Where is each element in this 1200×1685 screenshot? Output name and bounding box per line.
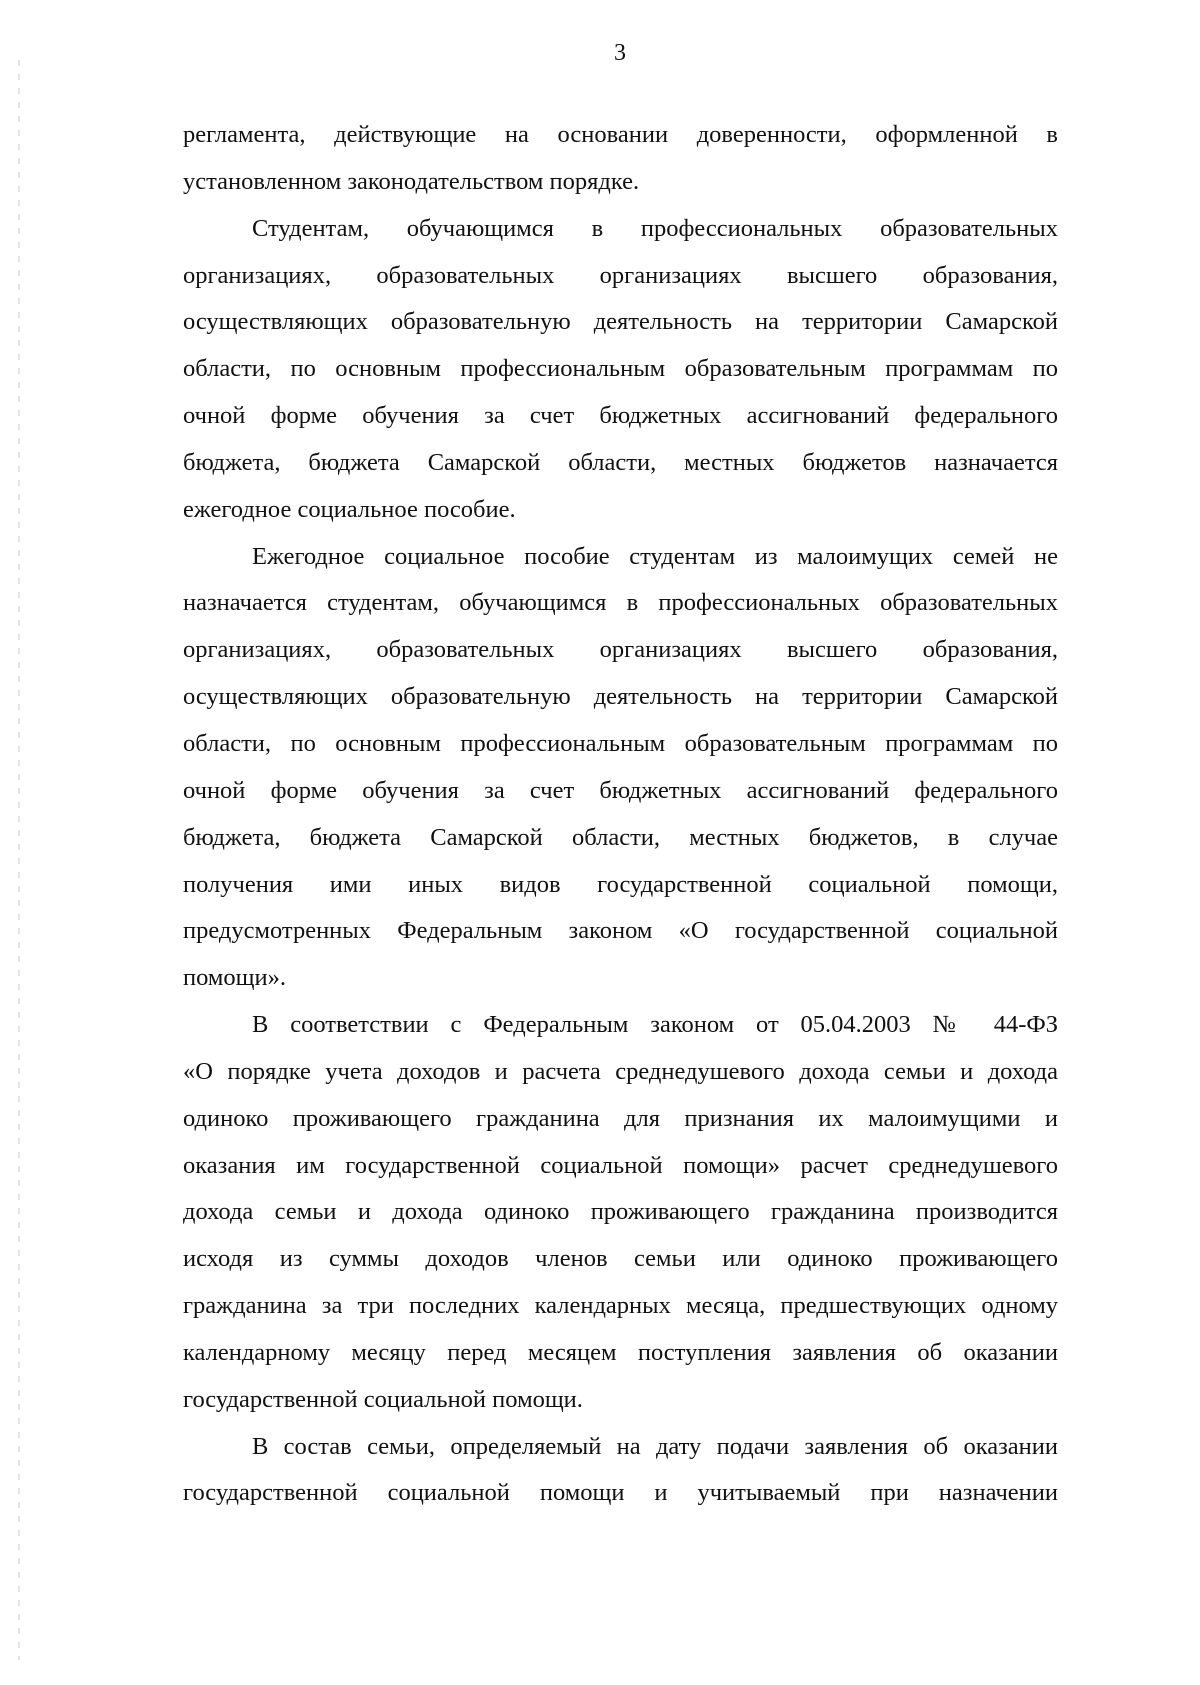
text-line: области, по основным профессиональным образовательным программам по: [183, 355, 1058, 383]
paragraph: [183, 534, 1058, 1002]
text-line: получения ими иных видов государственной социальной помощи,: [183, 870, 1058, 898]
text-line: организациях, образовательных организациях высшего образования,: [183, 636, 1058, 664]
text-line: Ежегодное социальное пособие студентам из малоимущих семей не: [252, 542, 1058, 570]
page-number: 3: [614, 40, 626, 66]
text-line: бюджета, бюджета Самарской области, местных бюджетов, в случае: [183, 823, 1058, 851]
text-line: очной форме обучения за счет бюджетных ассигнований федерального: [183, 776, 1058, 804]
text-line: В соответствии с Федеральным законом от 05.04.2003 № 44-ФЗ: [252, 1011, 1058, 1039]
paragraph: [183, 206, 1058, 534]
paragraph: [183, 1002, 1058, 1424]
text-line: календарному месяцу перед месяцем поступления заявления об оказании: [183, 1338, 1058, 1366]
text-line: осуществляющих образовательную деятельность на территории Самарской: [183, 308, 1058, 336]
text-line: бюджета, бюджета Самарской области, местных бюджетов назначается: [183, 448, 1058, 476]
text-line: очной форме обучения за счет бюджетных ассигнований федерального: [183, 402, 1058, 430]
text-line: организациях, образовательных организациях высшего образования,: [183, 261, 1058, 289]
text-line: предусмотренных Федеральным законом «О государственной социальной: [183, 917, 1058, 945]
text-line: гражданина за три последних календарных месяца, предшествующих одному: [183, 1292, 1058, 1320]
scan-edge-artifact: [18, 60, 20, 1660]
text-line: назначается студентам, обучающимся в профессиональных образовательных: [183, 589, 1058, 617]
text-line: дохода семьи и дохода одиноко проживающего гражданина производится: [183, 1198, 1058, 1226]
text-line: осуществляющих образовательную деятельность на территории Самарской: [183, 683, 1058, 711]
document-body: [183, 112, 1058, 1517]
text-line: ежегодное социальное пособие.: [183, 495, 516, 523]
text-line: оказания им государственной социальной помощи» расчет среднедушевого: [183, 1151, 1058, 1179]
text-line: В состав семьи, определяемый на дату подачи заявления об оказании: [252, 1432, 1058, 1460]
text-line: установленном законодательством порядке.: [183, 167, 640, 195]
text-line: регламента, действующие на основании доверенности, оформленной в: [183, 121, 1058, 148]
paragraph: [183, 1424, 1058, 1518]
text-line: помощи».: [183, 964, 287, 992]
text-line: Студентам, обучающимся в профессиональных образовательных: [252, 214, 1058, 242]
text-line: государственной социальной помощи и учитываемый при назначении: [183, 1479, 1058, 1507]
text-line: области, по основным профессиональным образовательным программам по: [183, 729, 1058, 757]
text-line: государственной социальной помощи.: [183, 1385, 583, 1413]
paragraph: [183, 112, 1058, 206]
text-line: одиноко проживающего гражданина для признания их малоимущими и: [183, 1104, 1058, 1132]
text-line: «О порядке учета доходов и расчета среднедушевого дохода семьи и дохода: [183, 1057, 1058, 1085]
text-line: исходя из суммы доходов членов семьи или одиноко проживающего: [183, 1245, 1058, 1273]
